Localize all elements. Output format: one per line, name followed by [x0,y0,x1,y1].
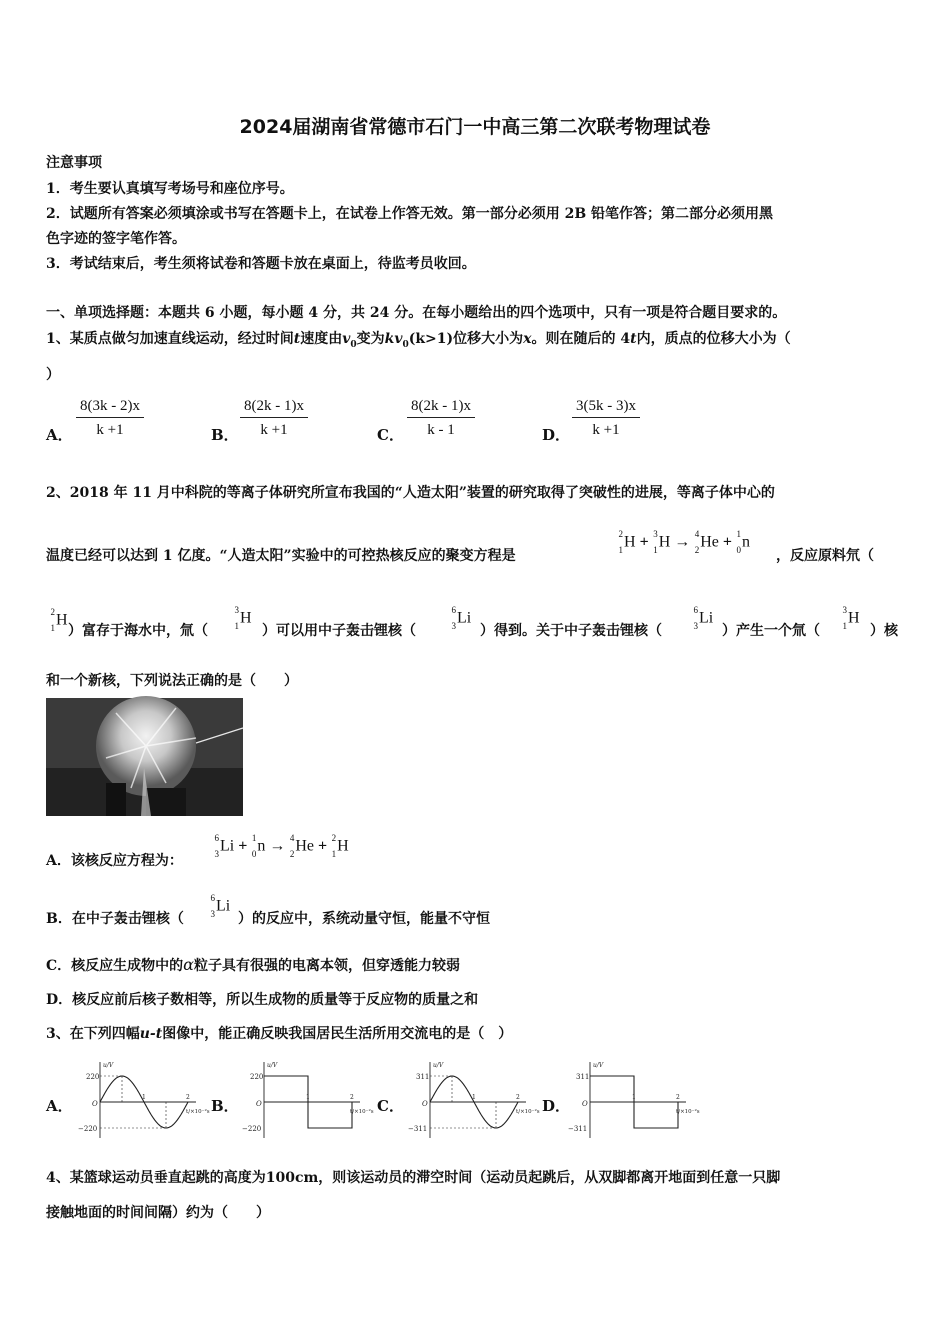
q2-line-1: 2、2018 年 11 月中科院的等离子体研究所宣布我国的“人造太阳”装置的研究取得了突破性的进展，等离子体中心的 [46,485,775,501]
negative-peak-label: −311 [568,1125,588,1133]
notice-item-2-cont: 色字迹的签字笔作答。 [46,231,186,247]
q3-option-d-label[interactable]: D． [542,1097,571,1115]
y-axis-label: u/V [593,1062,604,1069]
q2-option-b-end[interactable]: ）的反应中，系统动量守恒，能量不守恒 [238,911,490,927]
q3-graph-d[interactable] [566,1058,700,1144]
deuterium-symbol: 2 1 H [50,607,68,633]
tick-2-label: 2 [516,1094,520,1101]
origin-label: O [256,1100,262,1108]
q4-line-2: 接触地面的时间间隔）约为（ ） [46,1205,270,1221]
q3-option-a-label[interactable]: A． [46,1097,73,1115]
notice-item-3: 3．考试结束后，考生须将试卷和答题卡放在桌面上，待监考员收回。 [46,256,476,272]
tick-1-label: 1 [142,1094,146,1101]
q2-option-a[interactable]: A．该核反应方程为： [46,853,183,869]
q2-option-d[interactable]: D．核反应前后核子数相等，所以生成物的质量等于反应物的质量之和 [46,992,479,1008]
x-axis-label: t/×10⁻²s [676,1109,700,1115]
q3-graph-b[interactable] [240,1058,374,1144]
tick-1-label: 1 [632,1094,636,1101]
tritium-symbol: 3 1 H [234,605,252,631]
tick-1-label: 1 [472,1094,476,1101]
plasma-ball-photo [46,698,243,816]
q1-option-a-label[interactable]: A． [46,426,73,444]
peak-label: 220 [250,1073,264,1081]
tick-2-label: 2 [676,1094,680,1101]
q3-graph-a[interactable] [76,1058,210,1144]
q4-line-1: 4、某篮球运动员垂直起跳的高度为100cm，则该运动员的滞空时间（运动员起跳后，从双脚都离开地面到任意一只脚 [46,1170,781,1186]
q2-line-3a: ）富存于海水中，氚（ [68,623,208,639]
q2-option-b-start[interactable]: B．在中子轰击锂核（ [46,911,184,927]
q2-line-2: 温度已经可以达到 1 亿度。“人造太阳”实验中的可控热核反应的聚变方程是 [46,548,516,564]
negative-peak-label: −220 [78,1125,98,1133]
q1-option-b-fraction[interactable]: $\frac{8(2k - 1)x}{k +1}$ [240,398,308,439]
q1-option-d-fraction[interactable]: $\frac{3(5k - 3)x}{k +1}$ [572,398,640,439]
q3-graph-c[interactable] [406,1058,540,1144]
negative-peak-label: −220 [242,1125,262,1133]
x-axis-label: t/×10⁻²s [186,1109,210,1115]
x-axis-label: t/×10⁻²s [350,1109,374,1115]
origin-label: O [92,1100,98,1108]
q1-option-c-fraction[interactable]: $\frac{8(2k - 1)x}{k - 1}$ [407,398,475,439]
q1-close-paren: ） [46,367,60,383]
notice-heading: 注意事项 [46,155,102,171]
notice-item-2: 2．试题所有答案必须填涂或书写在答题卡上，在试卷上作答无效。第一部分必须用 2B 铅笔作答；第二部分必须用黑 [46,206,774,222]
q3-option-b-label[interactable]: B． [211,1097,239,1115]
q1-option-a-fraction[interactable]: $\frac{8(3k - 2)x}{k +1}$ [76,398,144,439]
negative-peak-label: −311 [408,1125,428,1133]
q1-option-d-label[interactable]: D． [542,426,571,444]
q3-option-c-label[interactable]: C． [377,1097,404,1115]
q2-line-3e: ）核 [870,623,898,639]
lithium-symbol: 6 3 Li [451,605,472,631]
y-axis-label: u/V [267,1062,278,1069]
tick-1-label: 1 [306,1094,310,1101]
lithium-reaction-equation: 6 3 Li + 1 0 n → 4 2 He + 2 1 H [214,833,349,859]
peak-label: 311 [416,1073,430,1081]
peak-label: 311 [576,1073,590,1081]
q2-line-3b: ）可以用中子轰击锂核（ [262,623,416,639]
fusion-equation: 2 1 H + 3 1 H → 4 2 He + 1 0 n [618,529,751,555]
tritium-symbol-2: 3 1 H [842,605,860,631]
tick-2-label: 2 [186,1094,190,1101]
tick-2-label: 2 [350,1094,354,1101]
y-axis-label: u/V [103,1062,114,1069]
q2-line-2-tail: ，反应原料氘（ [776,548,874,564]
origin-label: O [422,1100,428,1108]
y-axis-label: u/V [433,1062,444,1069]
q2-line-3d: ）产生一个氚（ [722,623,820,639]
lithium-symbol-3: 6 3 Li [210,893,231,919]
q1-option-b-label[interactable]: B． [211,426,239,444]
q1-stem: 1、某质点做匀加速直线运动，经过时间t速度由$v_0$变为$kv_0(k>1)$位移大小为x。则在随后的 4t内，质点的位移大小为（ [46,331,791,350]
x-axis-label: t/×10⁻²s [516,1109,540,1115]
peak-label: 220 [86,1073,100,1081]
notice-item-1: 1．考生要认真填写考场号和座位序号。 [46,181,294,197]
q3-stem: 3、在下列四幅u-t图像中，能正确反映我国居民生活所用交流电的是（ ） [46,1026,513,1042]
lithium-symbol-2: 6 3 Li [693,605,714,631]
page-title: 2024届湖南省常德市石门一中高三第二次联考物理试卷 [239,116,711,138]
q2-option-c[interactable]: C．核反应生成物中的α粒子具有很强的电离本领，但穿透能力较弱 [46,955,460,974]
q1-option-c-label[interactable]: C． [377,426,404,444]
section-heading: 一、单项选择题：本题共 6 小题，每小题 4 分，共 24 分。在每小题给出的四个选项中，只有一项是符合题目要求的。 [46,305,787,321]
q2-line-3c: ）得到。关于中子轰击锂核（ [480,623,662,639]
q2-line-4: 和一个新核，下列说法正确的是（ ） [46,673,298,689]
origin-label: O [582,1100,588,1108]
